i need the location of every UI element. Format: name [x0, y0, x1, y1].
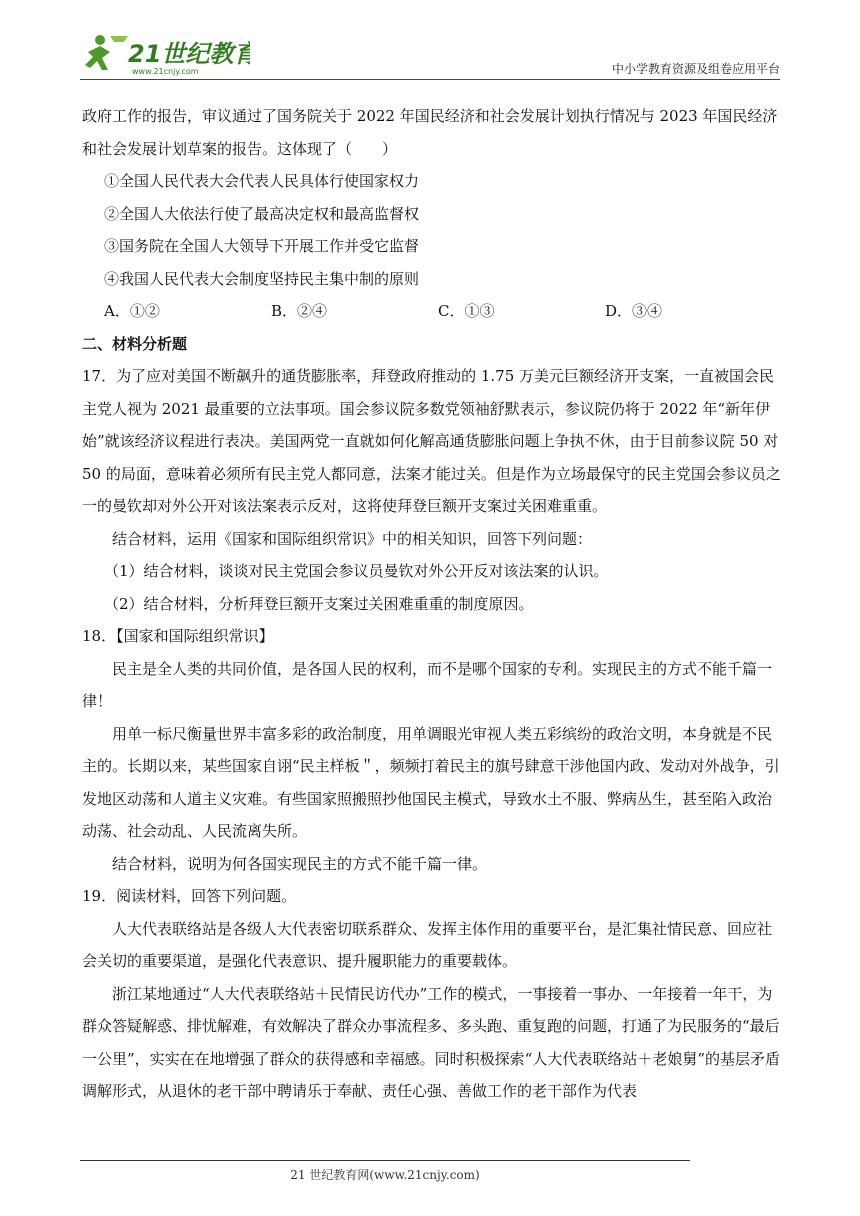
q16-option-4: ④我国人民代表大会制度坚持民主集中制的原则 [104, 269, 420, 288]
q18-paragraph-1: 民主是全人类的共同价值，是各国人民的权利，而不是哪个国家的专利。实现民主的方式不能千篇一律！ [82, 659, 773, 710]
header-divider [80, 79, 780, 80]
choice-a: A．①② [104, 302, 160, 320]
q19-paragraph-1: 人大代表联络站是各级人大代表密切联系群众、发挥主体作用的重要平台，是汇集社情民意、回应社会关切的重要渠道，是强化代表意识、提升履职能力的重要载体。 [82, 919, 773, 970]
q17-subquestion-1: （1）结合材料，谈谈对民主党国会参议员曼钦对外公开反对该法案的认识。 [104, 562, 609, 580]
q16-option-1: ①全国人民代表大会代表人民具体行使国家权力 [104, 172, 420, 190]
document-body [82, 100, 782, 1108]
header-platform-text: 中小学教育资源及组卷应用平台 [611, 62, 780, 76]
choice-c: C．①③ [438, 302, 495, 320]
choice-b: B．②④ [271, 302, 328, 320]
svg-text:21世纪教育: 21世纪教育 [128, 40, 250, 68]
q18-question: 结合材料，说明为何各国实现民主的方式不能千篇一律。 [112, 854, 488, 873]
q16-stem: 政府工作的报告，审议通过了国务院关于 2022 年国民经济和社会发展计划执行情况与 2023 年国民经济和社会发展计划草案的报告。这体现了（ ） [82, 107, 778, 158]
q16-choices [82, 295, 782, 328]
q17-subquestion-2: （2）结合材料，分析拜登巨额开支案过关困难重重的制度原因。 [104, 594, 534, 613]
q17-instruction: 结合材料，运用《国家和国际组织常识》中的相关知识，回答下列问题： [112, 529, 593, 548]
choice-d: D．③④ [605, 302, 663, 320]
section-heading: 二、材料分析题 [82, 334, 188, 353]
q17-material: 17．为了应对美国不断飙升的通货膨胀率，拜登政府推动的 1.75 万美元巨额经济开支案，一直被国会民主党人视为 2021 最重要的立法事项。国会参议院多数党领袖舒默表示，参议院仍将于 2022 年“新年伊始”就该经济议程进行表决。美国两党一直就如何化解高通货膨胀问题上争执不休，由于目前参议院 50 对 50 的局面，意味着必须所有民主党人都同意，法案才能过关。但是作为立场最保守的民主党国会参议员之一的曼钦却对外公开对该法案表示反对，这将使拜登巨额开支案过关困难重重。 [82, 367, 781, 515]
q18-paragraph-2: 用单一标尺衡量世界丰富多彩的政治制度，用单调眼光审视人类五彩缤纷的政治文明，本身就是不民主的。长期以来，某些国家自诩“民主样板＂，频频打着民主的旗号肆意干涉他国内政、发动对外战争，引发地区动荡和人道主义灾难。有些国家照搬照抄他国民主模式，导致水土不服、弊病丛生，甚至陷入政治动荡、社会动乱、人民流离失所。 [82, 724, 780, 840]
q19-title: 19．阅读材料，回答下列问题。 [82, 887, 297, 905]
q18-title: 18．【国家和国际组织常识】 [82, 627, 274, 645]
page-footer: 21 世纪教育网(www.21cnjy.com) [290, 1168, 480, 1182]
logo [80, 30, 250, 78]
page-header [80, 30, 780, 80]
svg-text:www.21cnjy.com: www.21cnjy.com [132, 67, 199, 76]
q19-paragraph-2: 浙江某地通过“人大代表联络站＋民情民访代办”工作的模式，一事接着一事办、一年接着一年干，为群众答疑解惑、排忧解难，有效解决了群众办事流程多、多头跑、重复跑的问题，打通了为民服务的“最后一公里”，实实在在地增强了群众的获得感和幸福感。同时积极探索“人大代表联络站＋老娘舅”的基层矛盾调解形式，从退休的老干部中聘请乐于奉献、责任心强、善做工作的老干部作为代表 [82, 984, 781, 1100]
q16-option-2: ②全国人大依法行使了最高决定权和最高监督权 [104, 204, 420, 223]
q16-option-3: ③国务院在全国人大领导下开展工作并受它监督 [104, 237, 420, 255]
footer-divider [80, 1160, 690, 1161]
runner-logo-icon [80, 30, 250, 78]
